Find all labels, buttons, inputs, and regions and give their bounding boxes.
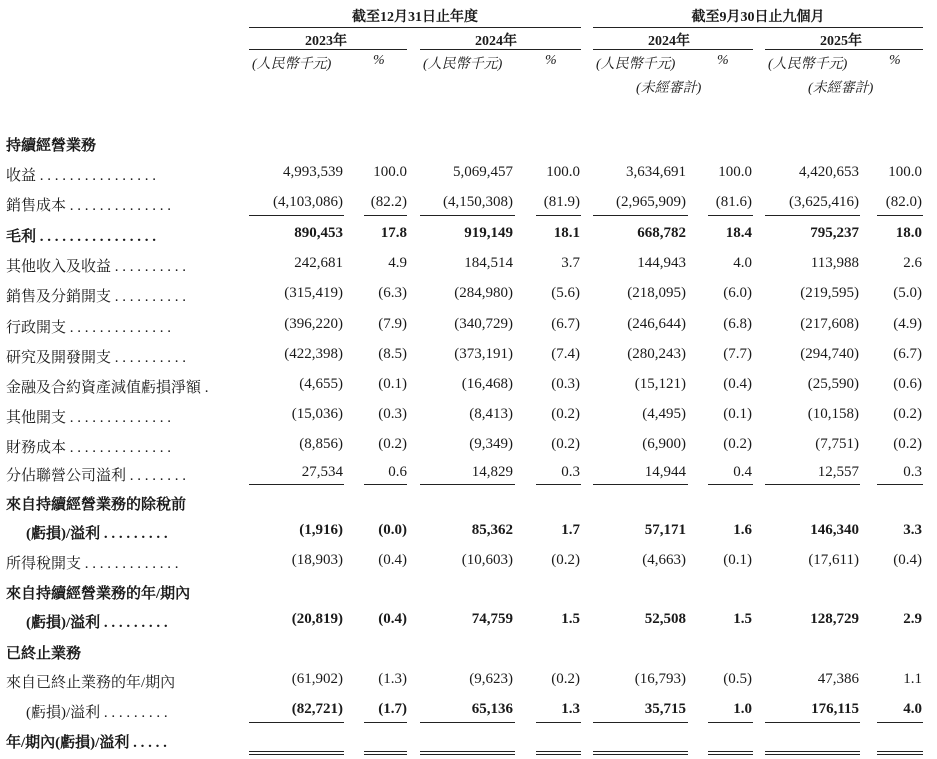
cell-row6-fy2023-amount: (422,398) [284, 346, 343, 362]
cell-row5-fy2023-amount: (396,220) [284, 316, 343, 332]
cell-row5-fy2024-pct: (6.7) [551, 316, 580, 332]
cell-row13-9m2025-amount: (17,611) [808, 552, 859, 568]
cell-row8-9m2025-amount: (10,158) [807, 406, 859, 422]
cell-row17-9m2025-pct: 1.1 [903, 671, 922, 687]
cell-row0-9m2024-pct: 100.0 [718, 164, 752, 180]
cell-row9-fy2024-amount: (9,349) [469, 436, 513, 452]
cell-row6-9m2024-amount: (280,243) [627, 346, 686, 362]
unit-label: (人民幣千元) [768, 57, 848, 72]
cell-row18-9m2025-pct: 4.0 [903, 701, 922, 717]
cell-row7-9m2024-amount: (15,121) [634, 376, 686, 392]
cell-row12-9m2024-amount: 57,171 [644, 522, 686, 538]
cell-row18-9m2024-pct: 1.0 [733, 701, 752, 717]
group-header-9m: 截至9月30日止九個月 [691, 10, 825, 25]
pct-label: % [373, 53, 385, 68]
row-label-cost-of-sales: 銷售成本 . . . . . . . . . . . . . . [6, 198, 172, 214]
cell-row3-fy2023-amount: 242,681 [294, 255, 343, 271]
cell-row9-fy2023-amount: (8,856) [299, 436, 343, 452]
cell-row15-9m2024-pct: 1.5 [733, 611, 752, 627]
cell-row5-9m2025-amount: (217,608) [800, 316, 859, 332]
cell-row1-fy2024-pct: (81.9) [543, 194, 580, 210]
row-label-total-profit: 年/期內(虧損)/溢利 . . . . . [6, 735, 167, 751]
section-continuing: 持續經營業務 [6, 138, 97, 154]
cell-row5-fy2024-amount: (340,729) [454, 316, 513, 332]
cell-row9-9m2024-amount: (6,900) [642, 436, 686, 452]
cell-row13-fy2024-pct: (0.2) [551, 552, 580, 568]
cell-row10-fy2024-pct: 0.3 [561, 464, 580, 480]
cell-row0-fy2023-pct: 100.0 [373, 164, 407, 180]
cell-row17-fy2024-pct: (0.2) [551, 671, 580, 687]
cell-row13-fy2024-amount: (10,603) [461, 552, 513, 568]
cell-row12-fy2024-pct: 1.7 [561, 522, 580, 538]
cell-row15-fy2024-amount: 74,759 [471, 611, 513, 627]
cell-row6-9m2025-pct: (6.7) [893, 346, 922, 362]
cell-row6-fy2024-amount: (373,191) [454, 346, 513, 362]
cell-row18-fy2023-pct: (1.7) [378, 701, 407, 717]
year-header-2023: 2023年 [305, 34, 347, 49]
cell-row4-9m2025-pct: (5.0) [893, 285, 922, 301]
cell-row0-9m2025-amount: 4,420,653 [799, 164, 859, 180]
cell-row0-fy2024-amount: 5,069,457 [453, 164, 513, 180]
row-label-pbt-heading: 來自持續經營業務的除稅前 [6, 497, 187, 513]
cell-row1-9m2025-amount: (3,625,416) [789, 194, 859, 210]
cell-row8-fy2023-pct: (0.3) [378, 406, 407, 422]
cell-row12-fy2023-amount: (1,916) [299, 522, 343, 538]
cell-row8-9m2025-pct: (0.2) [893, 406, 922, 422]
cell-row3-fy2023-pct: 4.9 [388, 255, 407, 271]
cell-row15-fy2024-pct: 1.5 [561, 611, 580, 627]
cell-row0-fy2023-amount: 4,993,539 [283, 164, 343, 180]
cell-row2-9m2024-amount: 668,782 [637, 225, 686, 241]
cell-row18-9m2024-amount: 35,715 [644, 701, 686, 717]
cell-row10-fy2024-amount: 14,829 [471, 464, 513, 480]
year-header-2024-9m: 2024年 [648, 34, 690, 49]
cell-row9-fy2024-pct: (0.2) [551, 436, 580, 452]
cell-row4-9m2025-amount: (219,595) [800, 285, 859, 301]
cell-row17-fy2023-pct: (1.3) [378, 671, 407, 687]
cell-row4-fy2024-amount: (284,980) [454, 285, 513, 301]
cell-row17-9m2024-amount: (16,793) [634, 671, 686, 687]
cell-row1-fy2023-pct: (82.2) [370, 194, 407, 210]
cell-row6-fy2024-pct: (7.4) [551, 346, 580, 362]
cell-row15-fy2023-pct: (0.4) [378, 611, 407, 627]
cell-row18-fy2024-amount: 65,136 [471, 701, 513, 717]
cell-row15-9m2025-amount: 128,729 [810, 611, 859, 627]
cell-row13-9m2025-pct: (0.4) [893, 552, 922, 568]
cell-row12-9m2024-pct: 1.6 [733, 522, 752, 538]
cell-row3-fy2024-pct: 3.7 [561, 255, 580, 271]
cell-row8-fy2023-amount: (15,036) [291, 406, 343, 422]
cell-row1-9m2024-pct: (81.6) [715, 194, 752, 210]
cell-row4-9m2024-amount: (218,095) [627, 285, 686, 301]
cell-row4-fy2023-amount: (315,419) [284, 285, 343, 301]
row-label-share-of-associates: 分佔聯營公司溢利 . . . . . . . . [6, 468, 187, 484]
row-label-income-tax: 所得稅開支 . . . . . . . . . . . . . [6, 556, 179, 572]
cell-row1-fy2024-amount: (4,150,308) [443, 194, 513, 210]
cell-row7-9m2025-pct: (0.6) [893, 376, 922, 392]
cell-row2-9m2025-amount: 795,237 [810, 225, 859, 241]
cell-row6-9m2024-pct: (7.7) [723, 346, 752, 362]
cell-row2-fy2023-amount: 890,453 [294, 225, 343, 241]
cell-row5-9m2025-pct: (4.9) [893, 316, 922, 332]
cell-row12-fy2024-amount: 85,362 [471, 522, 513, 538]
cell-row8-9m2024-amount: (4,495) [642, 406, 686, 422]
cell-row15-9m2025-pct: 2.9 [903, 611, 922, 627]
cell-row12-9m2025-amount: 146,340 [810, 522, 859, 538]
row-label-continuing-profit: (虧損)/溢利 . . . . . . . . . [26, 615, 168, 631]
cell-row1-9m2024-amount: (2,965,909) [616, 194, 686, 210]
cell-row3-9m2025-pct: 2.6 [903, 255, 922, 271]
cell-row7-fy2023-pct: (0.1) [378, 376, 407, 392]
cell-row10-9m2024-pct: 0.4 [733, 464, 752, 480]
cell-row2-fy2023-pct: 17.8 [380, 225, 407, 241]
cell-row1-fy2023-amount: (4,103,086) [273, 194, 343, 210]
row-label-discontinued-profit: (虧損)/溢利 . . . . . . . . . [26, 705, 168, 721]
cell-row17-fy2024-amount: (9,623) [469, 671, 513, 687]
cell-row15-9m2024-amount: 52,508 [644, 611, 686, 627]
year-header-2024: 2024年 [475, 34, 517, 49]
unit-label: (人民幣千元) [596, 57, 676, 72]
cell-row18-fy2024-pct: 1.3 [561, 701, 580, 717]
cell-row10-fy2023-pct: 0.6 [388, 464, 407, 480]
row-label-gross-profit: 毛利 . . . . . . . . . . . . . . . . [6, 229, 157, 245]
unaudited-label: (未經審計) [808, 81, 874, 96]
cell-row2-9m2025-pct: 18.0 [895, 225, 922, 241]
cell-row7-9m2025-amount: (25,590) [807, 376, 859, 392]
cell-row13-fy2023-amount: (18,903) [291, 552, 343, 568]
row-label-other-expenses: 其他開支 . . . . . . . . . . . . . . [6, 410, 172, 426]
cell-row3-fy2024-amount: 184,514 [464, 255, 513, 271]
cell-row13-9m2024-pct: (0.1) [723, 552, 752, 568]
cell-row8-fy2024-amount: (8,413) [469, 406, 513, 422]
cell-row2-fy2024-amount: 919,149 [464, 225, 513, 241]
cell-row7-fy2023-amount: (4,655) [299, 376, 343, 392]
row-label-revenue: 收益 . . . . . . . . . . . . . . . . [6, 168, 157, 184]
cell-row5-9m2024-amount: (246,644) [627, 316, 686, 332]
row-label-finance-costs: 財務成本 . . . . . . . . . . . . . . [6, 440, 172, 456]
cell-row12-9m2025-pct: 3.3 [903, 522, 922, 538]
cell-row18-fy2023-amount: (82,721) [291, 701, 343, 717]
pct-label: % [717, 53, 729, 68]
pct-label: % [545, 53, 557, 68]
cell-row15-fy2023-amount: (20,819) [291, 611, 343, 627]
row-label-selling-expenses: 銷售及分銷開支 . . . . . . . . . . [6, 289, 187, 305]
cell-row8-9m2024-pct: (0.1) [723, 406, 752, 422]
cell-row5-fy2023-pct: (7.9) [378, 316, 407, 332]
cell-row9-9m2025-amount: (7,751) [815, 436, 859, 452]
cell-row3-9m2024-amount: 144,943 [637, 255, 686, 271]
cell-row4-fy2024-pct: (5.6) [551, 285, 580, 301]
cell-row7-9m2024-pct: (0.4) [723, 376, 752, 392]
row-label-pbt: (虧損)/溢利 . . . . . . . . . [26, 526, 168, 542]
unaudited-label: (未經審計) [636, 81, 702, 96]
cell-row2-9m2024-pct: 18.4 [725, 225, 752, 241]
cell-row10-9m2024-amount: 14,944 [644, 464, 686, 480]
cell-row7-fy2024-amount: (16,468) [461, 376, 513, 392]
cell-row3-9m2025-amount: 113,988 [810, 255, 859, 271]
unit-label: (人民幣千元) [423, 57, 503, 72]
cell-row7-fy2024-pct: (0.3) [551, 376, 580, 392]
cell-row12-fy2023-pct: (0.0) [378, 522, 407, 538]
year-header-2025-9m: 2025年 [820, 34, 862, 49]
cell-row8-fy2024-pct: (0.2) [551, 406, 580, 422]
cell-row6-9m2025-amount: (294,740) [800, 346, 859, 362]
row-label-admin-expenses: 行政開支 . . . . . . . . . . . . . . [6, 320, 172, 336]
cell-row4-fy2023-pct: (6.3) [378, 285, 407, 301]
unit-label: (人民幣千元) [252, 57, 332, 72]
cell-row0-9m2024-amount: 3,634,691 [626, 164, 686, 180]
cell-row3-9m2024-pct: 4.0 [733, 255, 752, 271]
section-discontinued: 已終止業務 [6, 646, 82, 662]
cell-row17-9m2025-amount: 47,386 [817, 671, 859, 687]
cell-row6-fy2023-pct: (8.5) [378, 346, 407, 362]
row-label-continuing-profit-heading: 來自持續經營業務的年/期內 [6, 586, 191, 602]
cell-row4-9m2024-pct: (6.0) [723, 285, 752, 301]
cell-row1-9m2025-pct: (82.0) [885, 194, 922, 210]
row-label-rnd-expenses: 研究及開發開支 . . . . . . . . . . [6, 350, 187, 366]
cell-row9-9m2024-pct: (0.2) [723, 436, 752, 452]
cell-row13-9m2024-amount: (4,663) [642, 552, 686, 568]
cell-row0-9m2025-pct: 100.0 [888, 164, 922, 180]
cell-row9-9m2025-pct: (0.2) [893, 436, 922, 452]
cell-row10-fy2023-amount: 27,534 [301, 464, 343, 480]
cell-row9-fy2023-pct: (0.2) [378, 436, 407, 452]
cell-row10-9m2025-pct: 0.3 [903, 464, 922, 480]
row-label-other-income: 其他收入及收益 . . . . . . . . . . [6, 259, 187, 275]
cell-row2-fy2024-pct: 18.1 [553, 225, 580, 241]
cell-row0-fy2024-pct: 100.0 [546, 164, 580, 180]
cell-row13-fy2023-pct: (0.4) [378, 552, 407, 568]
pct-label: % [889, 53, 901, 68]
row-label-impairment: 金融及合約資產減值虧損淨額 . [6, 380, 209, 396]
cell-row10-9m2025-amount: 12,557 [817, 464, 859, 480]
cell-row5-9m2024-pct: (6.8) [723, 316, 752, 332]
cell-row18-9m2025-amount: 176,115 [811, 701, 859, 717]
row-label-discontinued-heading: 來自已終止業務的年/期內 [6, 675, 176, 691]
group-header-fy: 截至12月31日止年度 [352, 10, 478, 25]
cell-row17-fy2023-amount: (61,902) [291, 671, 343, 687]
cell-row17-9m2024-pct: (0.5) [723, 671, 752, 687]
